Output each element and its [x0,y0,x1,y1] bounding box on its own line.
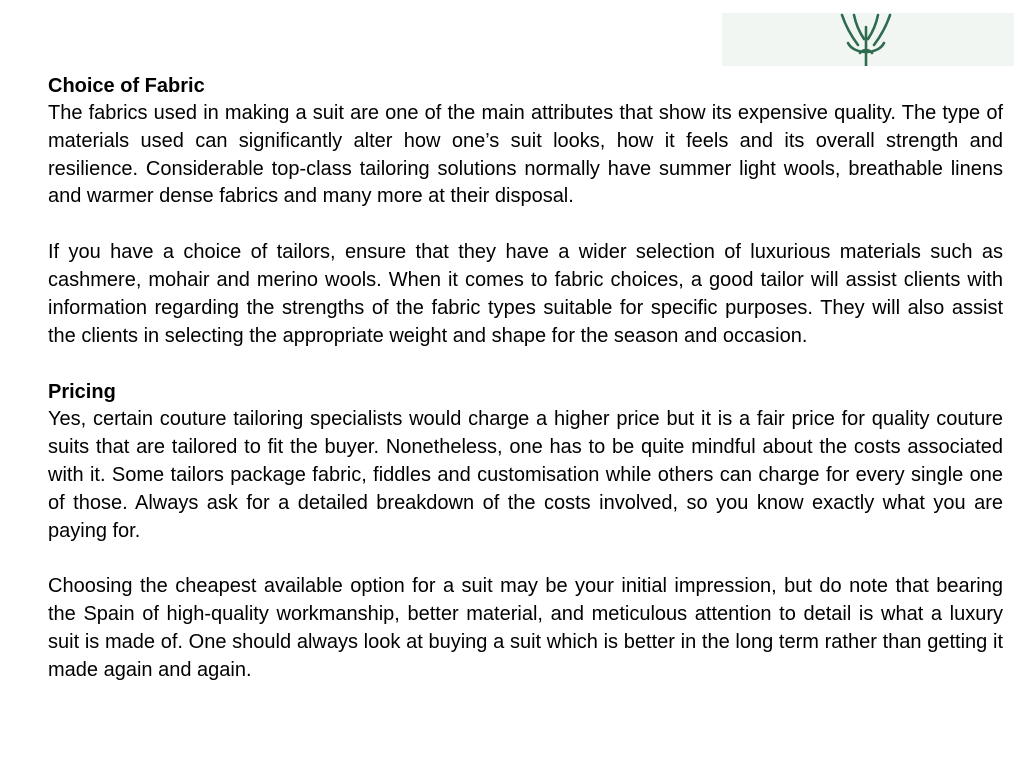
paragraph-spacer [48,350,1003,378]
paragraph-spacer [48,545,1003,573]
fabric-paragraph-1: The fabrics used in making a suit are one of the main attributes that show its expensive quality. The type of materials used can significantly alter how one’s suit looks, how it feels and its overall strength and resilience. Considerable top-class tailoring solutions normally have summer light wools, breathable linens and warmer dense fabrics and many more at their disposal. [48,102,1003,208]
article-body [48,72,1003,685]
ornate-letter-logo-icon [836,13,896,66]
pricing-paragraph-2: Choosing the cheapest available option for a suit may be your initial impression, but do note that bearing the Spain of high-quality workmanship, better material, and meticulous attention to detail is what a luxury suit is made of. One should always look at buying a suit which is better in the long term rather than getting it made again and again. [48,575,1003,681]
section-heading-fabric: Choice of Fabric [48,75,205,97]
paragraph-spacer [48,211,1003,239]
pricing-paragraph-1: Yes, certain couture tailoring specialists would charge a higher price but it is a fair price for quality couture suits that are tailored to fit the buyer. Nonetheless, one has to be quite mindful about the costs associated with it. Some tailors package fabric, fiddles and customisation while others can charge for every single one of those. Always ask for a detailed breakdown of the costs involved, so you know exactly what you are paying for. [48,408,1003,542]
fabric-paragraph-2: If you have a choice of tailors, ensure that they have a wider selection of luxurious materials such as cashmere, mohair and merino wools. When it comes to fabric choices, a good tailor will assist clients with information regarding the strengths of the fabric types suitable for specific purposes. They will also assist the clients in selecting the appropriate weight and shape for the season and occasion. [48,241,1003,347]
logo-banner [722,13,1014,66]
section-heading-pricing: Pricing [48,381,116,404]
